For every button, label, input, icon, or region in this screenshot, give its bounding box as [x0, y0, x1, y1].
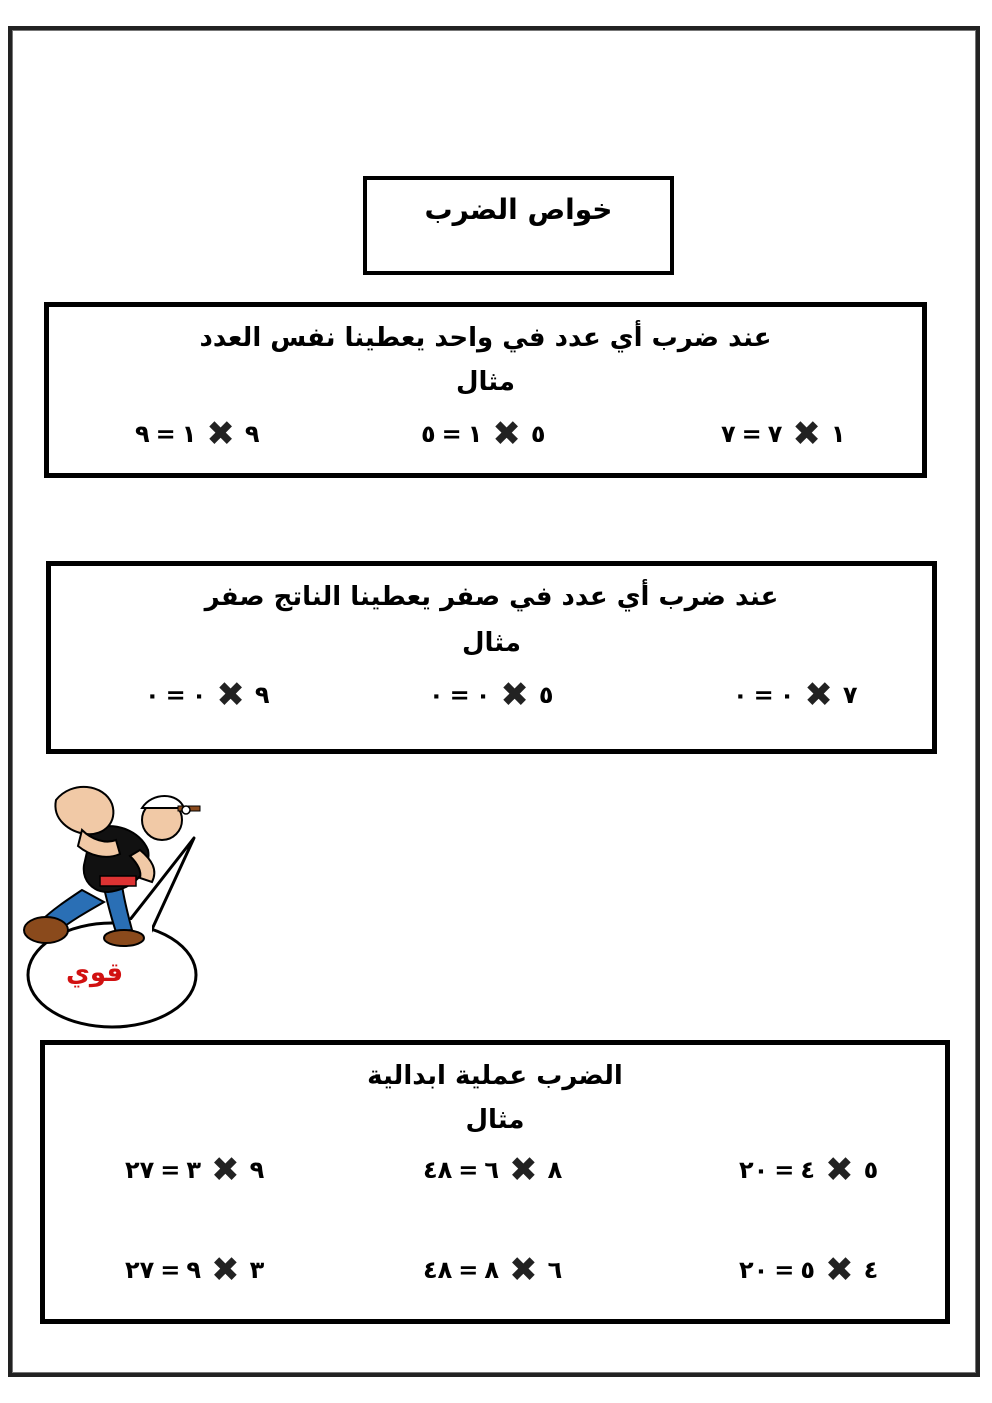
equation-operand-b: ٠ — [475, 681, 491, 709]
rule-box-commutative — [40, 1040, 950, 1324]
equation — [721, 414, 846, 454]
speech-bubble-text: قوي — [66, 958, 124, 988]
equals-sign: = — [741, 420, 762, 448]
equation-operand-a: ٨ — [547, 1156, 563, 1184]
rule-box-multiply-by-one — [44, 302, 927, 478]
equation-operand-b: ٠ — [191, 681, 207, 709]
equals-sign: = — [449, 681, 470, 709]
equation — [429, 675, 554, 715]
equation-operand-a: ٣ — [249, 1256, 265, 1284]
times-icon: ✖ — [804, 675, 833, 715]
equals-sign: = — [160, 1256, 181, 1284]
equation-operand-b: ٦ — [484, 1156, 500, 1184]
equation — [739, 1150, 879, 1190]
equals-sign: = — [165, 681, 186, 709]
equals-sign: = — [774, 1156, 795, 1184]
times-icon: ✖ — [216, 675, 245, 715]
equation-operand-b: ١ — [467, 420, 483, 448]
rule-box-multiply-by-zero — [46, 561, 937, 754]
title-box — [363, 176, 674, 275]
times-icon: ✖ — [792, 414, 821, 454]
equals-sign: = — [458, 1156, 479, 1184]
times-icon: ✖ — [825, 1250, 854, 1290]
times-icon: ✖ — [492, 414, 521, 454]
equation-operand-a: ٥ — [863, 1156, 879, 1184]
equation-operand-b: ٩ — [186, 1256, 202, 1284]
equation — [135, 414, 260, 454]
equals-sign: = — [774, 1256, 795, 1284]
equation-operand-b: ١ — [181, 420, 197, 448]
equation — [145, 675, 270, 715]
equation — [423, 1250, 563, 1290]
equation-operand-b: ٨ — [484, 1256, 500, 1284]
equation-operand-a: ٧ — [842, 681, 858, 709]
times-icon: ✖ — [509, 1250, 538, 1290]
times-icon: ✖ — [211, 1250, 240, 1290]
equation-operand-a: ١ — [830, 420, 846, 448]
equation-result: ٤٨ — [423, 1156, 453, 1184]
equation-result: ٢٠ — [739, 1156, 769, 1184]
equals-sign: = — [441, 420, 462, 448]
times-icon: ✖ — [206, 414, 235, 454]
equation-operand-a: ٤ — [863, 1256, 879, 1284]
equation-result: ٢٧ — [125, 1156, 155, 1184]
rule-text: عند ضرب أي عدد في واحد يعطينا نفس العدد — [199, 323, 772, 353]
equation-operand-a: ٩ — [254, 681, 270, 709]
rule-text: عند ضرب أي عدد في صفر يعطينا الناتج صفر — [204, 582, 779, 612]
equation — [125, 1150, 265, 1190]
equation — [125, 1250, 265, 1290]
equation-operand-b: ٠ — [779, 681, 795, 709]
equation-result: ٧ — [721, 420, 736, 448]
rule-text: الضرب عملية ابدالية — [367, 1061, 623, 1091]
equation — [739, 1250, 879, 1290]
equation-operand-b: ٥ — [800, 1256, 816, 1284]
example-label: مثال — [455, 367, 516, 397]
equation-operand-a: ٥ — [530, 420, 546, 448]
equation-result: ٠ — [429, 681, 444, 709]
equation-result: ٢٧ — [125, 1256, 155, 1284]
equation-operand-a: ٥ — [538, 681, 554, 709]
equation-result: ٩ — [135, 420, 150, 448]
equation-result: ٢٠ — [739, 1256, 769, 1284]
equation — [423, 1150, 563, 1190]
popeye-illustration — [12, 770, 212, 1030]
times-icon: ✖ — [211, 1150, 240, 1190]
equation-operand-b: ٤ — [800, 1156, 816, 1184]
equals-sign: = — [155, 420, 176, 448]
equation-result: ٠ — [145, 681, 160, 709]
equals-sign: = — [160, 1156, 181, 1184]
equals-sign: = — [753, 681, 774, 709]
equation-result: ٥ — [421, 420, 436, 448]
equation — [421, 414, 546, 454]
equation-result: ٠ — [733, 681, 748, 709]
equals-sign: = — [458, 1256, 479, 1284]
times-icon: ✖ — [500, 675, 529, 715]
equation-operand-b: ٣ — [186, 1156, 202, 1184]
example-label: مثال — [461, 628, 522, 658]
equation-operand-b: ٧ — [767, 420, 783, 448]
equation-result: ٤٨ — [423, 1256, 453, 1284]
equation — [733, 675, 858, 715]
times-icon: ✖ — [509, 1150, 538, 1190]
equation-operand-a: ٩ — [244, 420, 260, 448]
equation-operand-a: ٩ — [249, 1156, 265, 1184]
example-label: مثال — [465, 1105, 525, 1135]
page-title: خواص الضرب — [424, 193, 613, 226]
times-icon: ✖ — [825, 1150, 854, 1190]
equation-operand-a: ٦ — [547, 1256, 563, 1284]
